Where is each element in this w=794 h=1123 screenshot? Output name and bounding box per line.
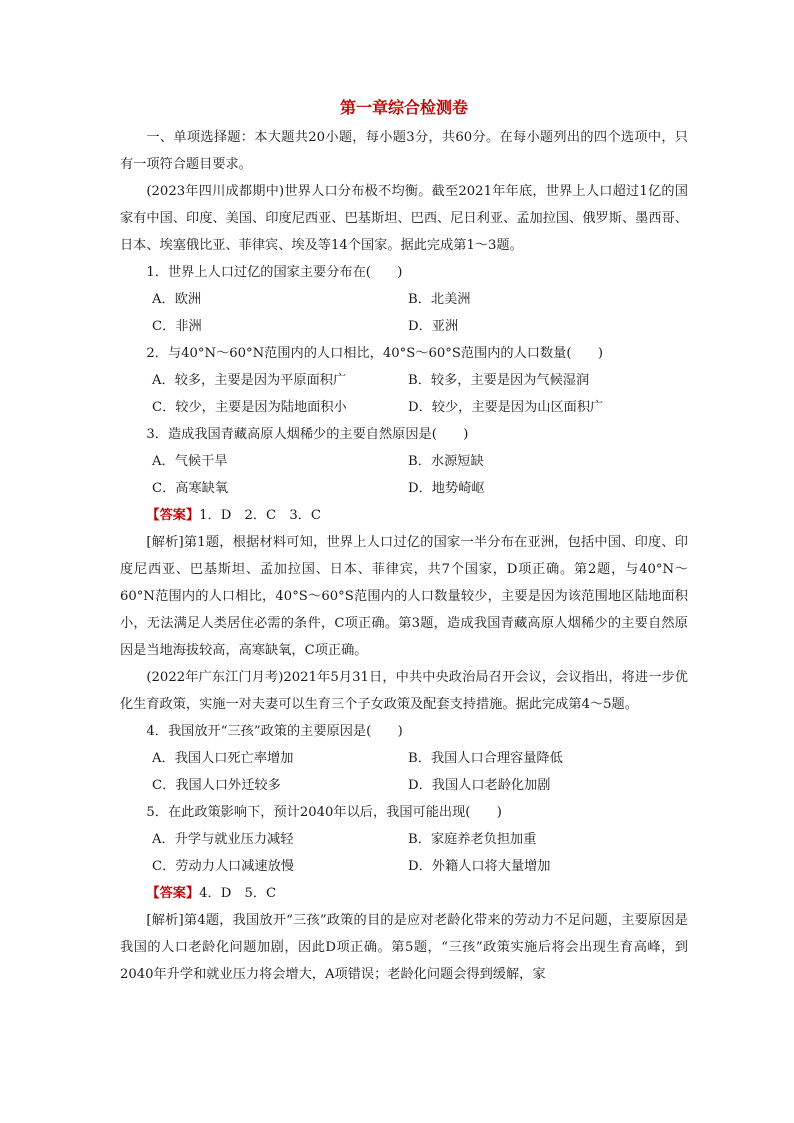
option-c: C．高寒缺氧 [152,481,229,496]
option-c: C．我国人口外迁较多 [152,778,281,793]
answer-tag: 【答案】 [146,886,200,901]
material-paragraph: (2022年广东江门月考)2021年5月31日，中共中央政治局召开会议，会议指出，将进一步优化生育政策，实施一对夫妻可以生育三个子女政策及配套支持措施。据此完成第4～5题。 [120,670,688,712]
answer-line [120,880,688,907]
question-options [120,745,688,799]
option-b: B．我国人口合理容量降低 [408,751,563,766]
option-d: D．地势崎岖 [408,481,485,496]
section-instructions: 一、单项选择题：本大题共20小题，每小题3分，共60分。在每小题列出的四个选项中，只有一项符合题目要求。 [120,130,688,172]
question-options [120,448,688,502]
question-stem: 3．造成我国青藏高原人烟稀少的主要自然原因是( ) [146,427,469,442]
option-d: D．我国人口老龄化加剧 [408,778,551,793]
option-c: C．非洲 [152,319,202,334]
option-a: A．升学与就业压力减轻 [152,832,294,847]
question-options [120,286,688,340]
option-d: D．外籍人口将大量增加 [408,859,551,874]
question-options [120,826,688,880]
page-title: 第一章综合检测卷 [339,98,468,117]
analysis-paragraph: [解析]第4题，我国放开“三孩”政策的目的是应对老龄化带来的劳动力不足问题，主要原因是我国的人口老龄化问题加剧，因此D项正确。第5题，“三孩”政策实施后将会出现生育高峰，到2040年升学和就业压力将会增大，A项错误；老龄化问题会得到缓解，家 [120,913,688,982]
option-b: B．水源短缺 [408,454,484,469]
option-b: B．家庭养老负担加重 [408,832,537,847]
question-options [120,367,688,421]
question-stem: 4．我国放开“三孩”政策的主要原因是( ) [146,724,403,739]
analysis-paragraph: [解析]第1题，根据材料可知，世界上人口过亿的国家一半分布在亚洲，包括中国、印度、印度尼西亚、巴基斯坦、孟加拉国、日本、菲律宾，共7个国家，D项正确。第2题，与40°N～60°N范围内的人口相比，40°S～60°S范围内的人口数量较少，主要是因为该范围地区陆地面积小，无法满足人类居住必需的条件，C项正确。第3题，造成我国青藏高原人烟稀少的主要自然原因是当地海拔较高，高寒缺氧，C项正确。 [120,535,688,658]
answer-tag: 【答案】 [146,508,200,523]
question-stem: 2．与40°N～60°N范围内的人口相比，40°S～60°S范围内的人口数量( ) [146,346,604,361]
option-a: A．欧洲 [152,292,202,307]
option-d: D．较少，主要是因为山区面积广 [408,400,604,415]
material-paragraph: (2023年四川成都期中)世界人口分布极不均衡。截至2021年年底，世界上人口超过1亿的国家有中国、印度、美国、印度尼西亚、巴基斯坦、巴西、尼日利亚、孟加拉国、俄罗斯、墨西哥、日本、埃塞俄比亚、菲律宾、埃及等14个国家。据此完成第1～3题。 [120,184,688,253]
answer-text: 4．D 5．C [199,886,277,901]
option-a: A．我国人口死亡率增加 [152,751,294,766]
option-d: D．亚洲 [408,319,459,334]
answer-line [120,502,688,529]
option-b: B．较多，主要是因为气候湿润 [408,373,590,388]
question-stem: 5．在此政策影响下，预计2040年以后，我国可能出现( ) [146,805,502,820]
question-stem: 1．世界上人口过亿的国家主要分布在( ) [146,265,403,280]
option-a: A．较多，主要是因为平原面积广 [152,373,347,388]
option-c: C．较少，主要是因为陆地面积小 [152,400,347,415]
option-b: B．北美洲 [408,292,471,307]
option-c: C．劳动力人口减速放慢 [152,859,294,874]
document-body [120,96,688,988]
option-a: A．气候干旱 [152,454,228,469]
answer-text: 1．D 2．C 3．C [199,508,322,523]
